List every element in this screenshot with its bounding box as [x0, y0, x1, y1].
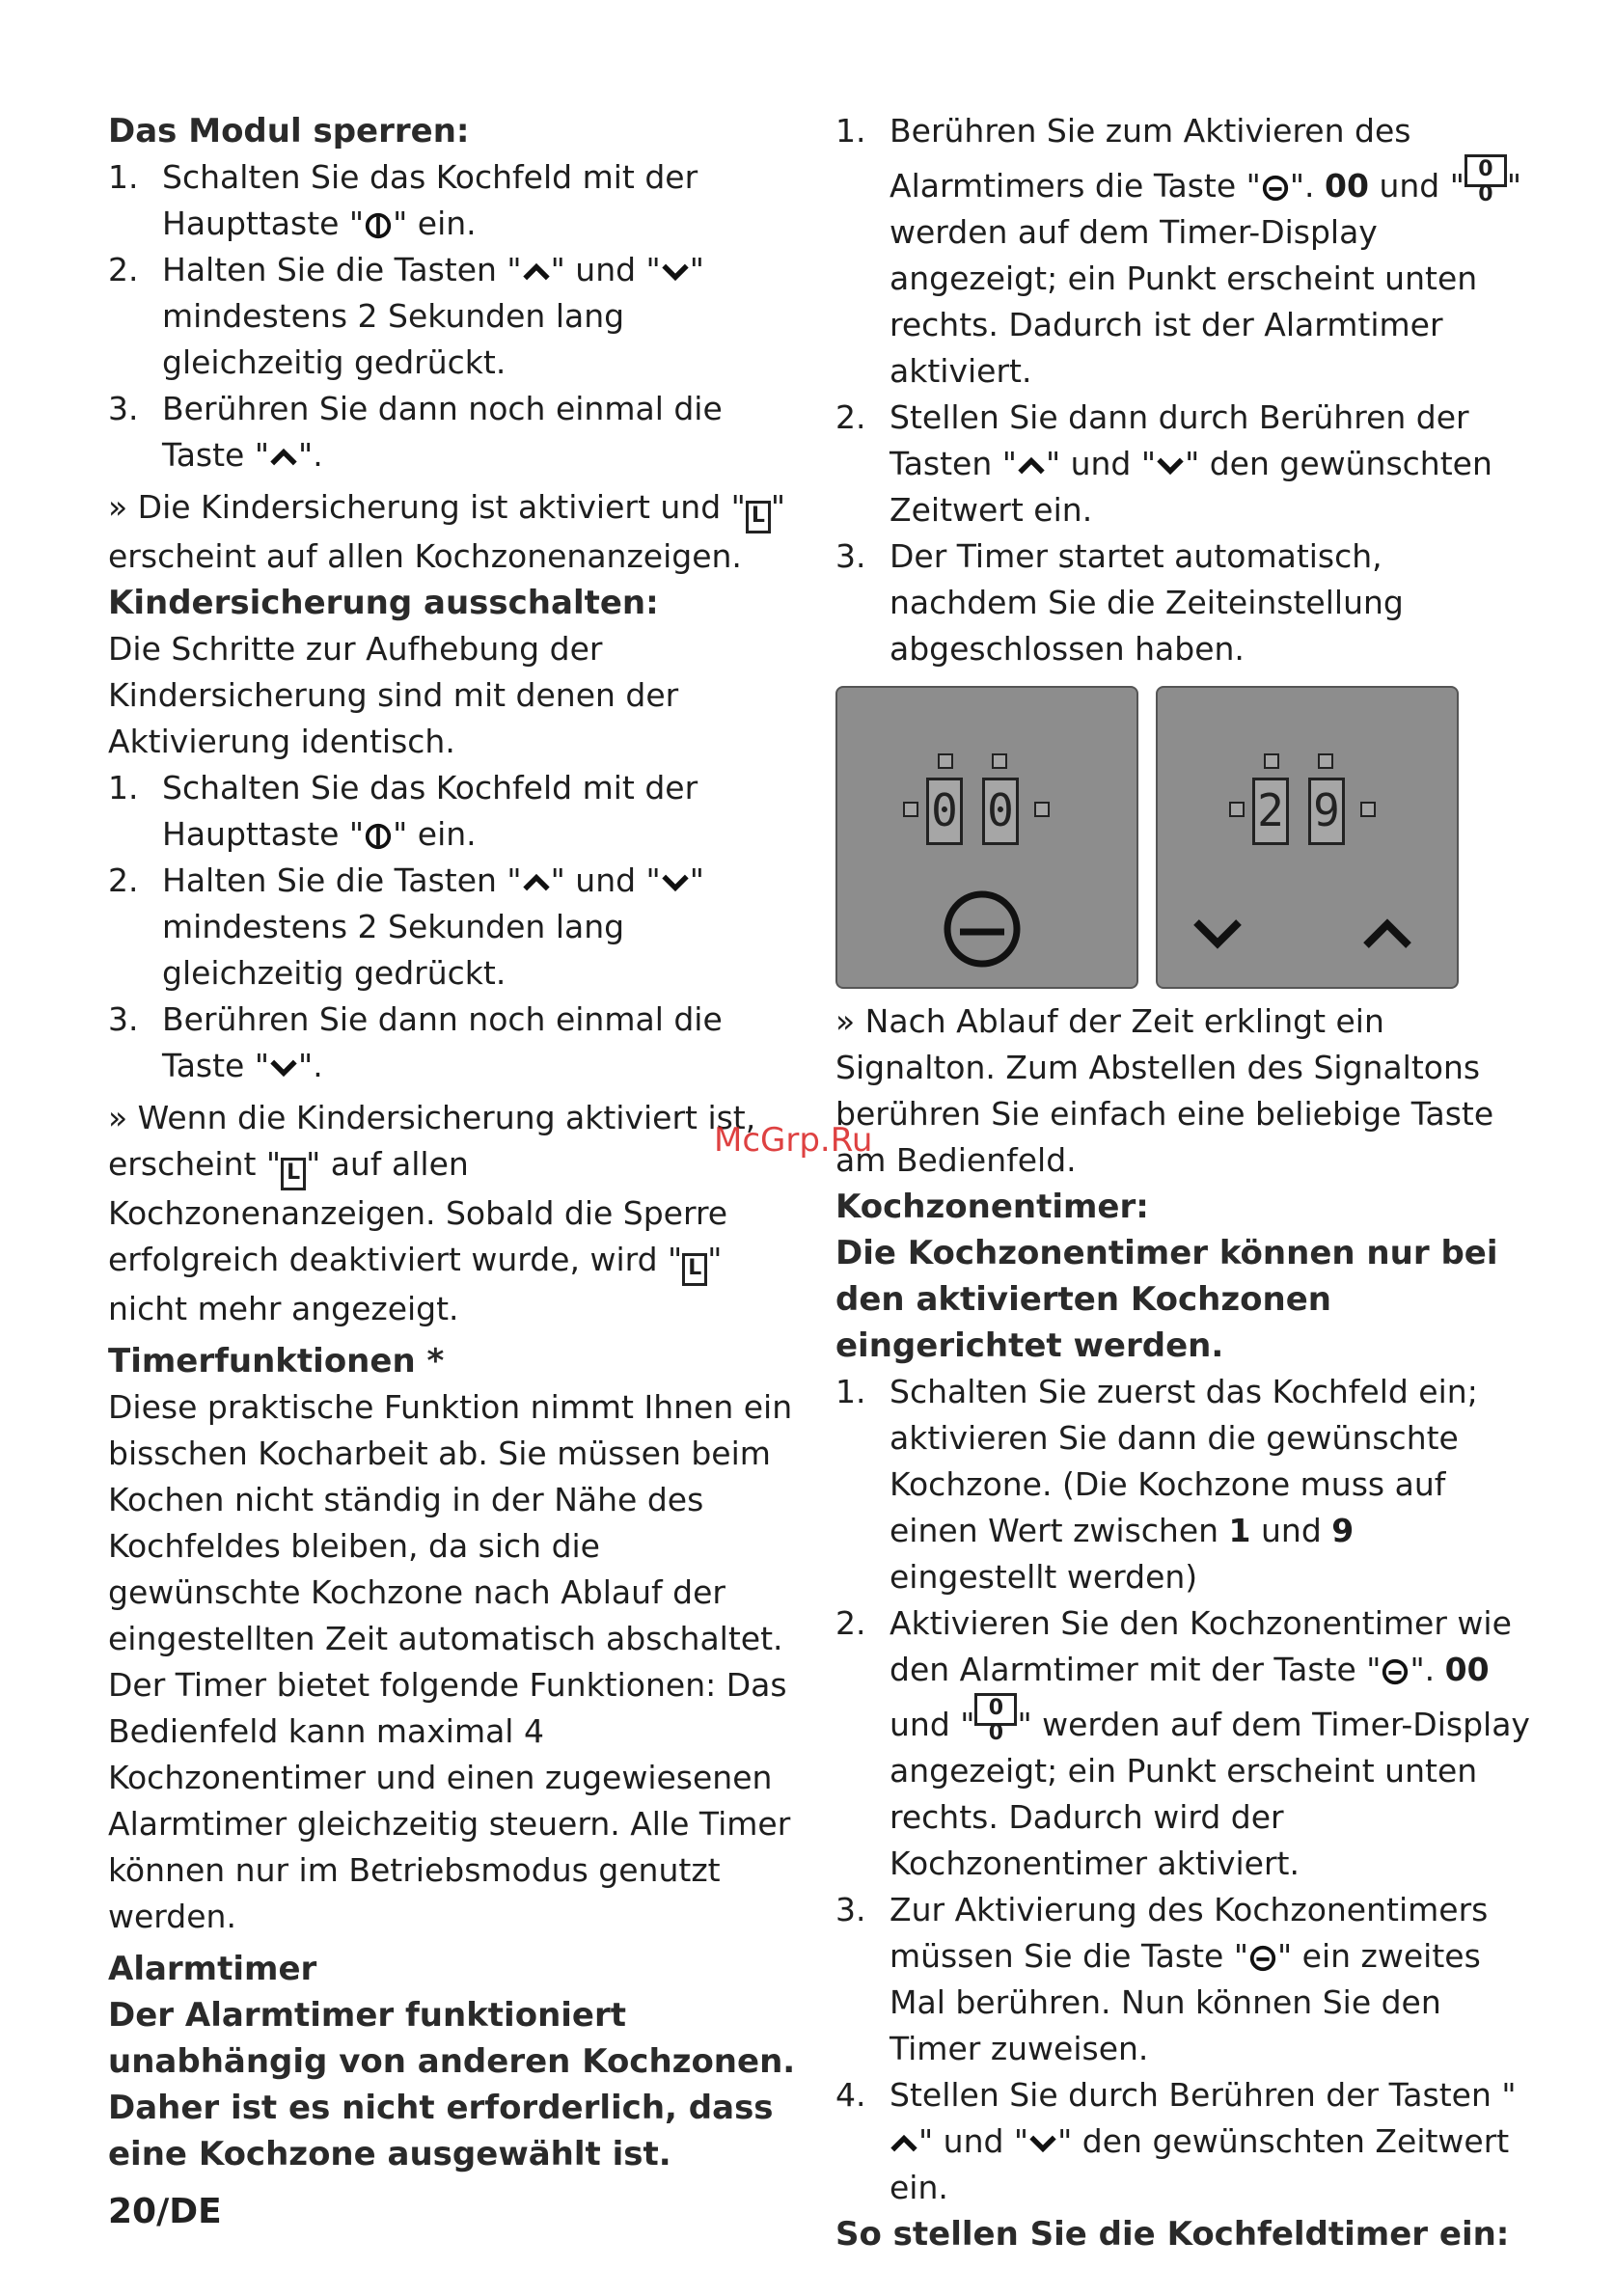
heading-kochfeldtimer: So stellen Sie die Kochfeldtimer ein: [835, 2215, 1510, 2254]
list-item: 2. Halten Sie die Tasten " " und " " mindestens 2 Sekunden lang gleichzeitig gedrückt. [108, 861, 704, 992]
list-item: 3. Berühren Sie dann noch einmal die Taste " ". [108, 1000, 723, 1084]
kochzonentimer-intro: Die Kochzonentimer können nur bei den aktivierten Kochzonen eingerichtet werden. [835, 1234, 1498, 1365]
list-item: 1. Schalten Sie das Kochfeld mit der Haupttaste " " ein. [108, 769, 698, 853]
display-digit: 0 [926, 778, 963, 845]
lock-display-icon: L [281, 1158, 306, 1190]
list-item: 4. Stellen Sie durch Berühren der Tasten "" und " " den gewünschten Zeitwert ein. [835, 2076, 1517, 2206]
chevron-down-icon [661, 261, 690, 283]
heading-kindersicherung-ausschalten: Kindersicherung ausschalten: [108, 584, 659, 622]
paragraph: Der Timer bietet folgende Funktionen: Das Bedienfeld kann maximal 4 Kochzonentimer und einen zugewiesenen Alarmtimer gleichzeitig steuern. Alle Timer können nur im Betriebsmodus genutzt werden. [108, 1666, 791, 1935]
display-digit: 0 [982, 778, 1019, 845]
chevron-up-icon [1360, 915, 1414, 953]
timer-icon [1261, 174, 1290, 203]
chevron-up-icon [1017, 455, 1046, 477]
list-item: 2. Aktivieren Sie den Kochzonentimer wie den Alarmtimer mit der Taste " ". 00 und " 0 0 " werden auf dem Timer-Display angezeigt; ein Punkt erscheint unten rechts. Dadurch wird der Kochzonentimer aktiviert. [835, 1604, 1530, 1882]
list-item: 1. Schalten Sie zuerst das Kochfeld ein; aktivieren Sie dann die gewünschte Kochzone. (Die Kochzone muss auf einen Wert zwischen 1 und 9 eingestellt werden) [835, 1373, 1478, 1596]
heading-modul-sperren: Das Modul sperren: [108, 112, 470, 150]
chevron-down-icon [1156, 455, 1185, 477]
heading-alarmtimer: Alarmtimer [108, 1950, 317, 1988]
note-kindersicherung-deaktiviert: » Wenn die Kindersicherung aktiviert ist, erscheint " L " auf allen Kochzonenanzeigen. Sobald die Sperre erfolgreich deaktiviert wurde, wird " L " nicht mehr angezeigt. [108, 1099, 756, 1327]
note-kindersicherung: » Die Kindersicherung ist aktiviert und " L " erscheint auf allen Kochzonenanzeigen. [108, 488, 786, 575]
right-column [835, 108, 1530, 2257]
power-icon [364, 822, 393, 851]
chevron-up-icon [269, 447, 298, 468]
list-item: 3. Der Timer startet automatisch, nachdem Sie die Zeiteinstellung abgeschlossen haben. [835, 537, 1404, 668]
note-signalton: » Nach Ablauf der Zeit erklingt ein Signalton. Zum Abstellen des Signaltons berühren Sie einfach eine beliebige Taste am Bedienfeld. [835, 1002, 1494, 1179]
timer-icon [939, 886, 1026, 972]
timer-display-icon: 0 0 [1464, 154, 1507, 187]
list-item: 2. Halten Sie die Tasten " " und " " mindestens 2 Sekunden lang gleichzeitig gedrückt. [108, 251, 704, 381]
paragraph: Die Schritte zur Aufhebung der Kindersicherung sind mit denen der Aktivierung identisch. [108, 630, 679, 760]
timer-icon [1381, 1657, 1410, 1686]
chevron-up-icon [890, 2133, 918, 2154]
alarmtimer-intro: Der Alarmtimer funktioniert unabhängig von anderen Kochzonen. Daher ist es nicht erforderlich, dass eine Kochzone ausgewählt ist. [108, 1996, 796, 2173]
list-item: 1. Schalten Sie das Kochfeld mit der Haupttaste " " ein. [108, 158, 698, 242]
heading-timerfunktionen: Timerfunktionen * [108, 1342, 445, 1380]
chevron-down-icon [1191, 915, 1245, 953]
heading-kochzonentimer: Kochzonentimer: [835, 1188, 1149, 1226]
alarm-timer-panel [835, 686, 1138, 989]
paragraph: Diese praktische Funktion nimmt Ihnen ein bisschen Kocharbeit ab. Sie müssen beim Kochen nicht ständig in der Nähe des Kochfeldes bleiben, da sich die gewünschte Kochzone nach Ablauf der eingestellten Zeit automatisch abschaltet. [108, 1388, 793, 1657]
watermark: McGrp.Ru [714, 1121, 873, 1160]
chevron-down-icon [269, 1057, 298, 1079]
chevron-down-icon [1028, 2133, 1057, 2154]
set-timer-panel [1156, 686, 1459, 989]
lock-display-icon: L [746, 501, 771, 533]
power-icon [364, 211, 393, 240]
chevron-up-icon [522, 261, 551, 283]
timer-icon [1248, 1944, 1277, 1973]
chevron-down-icon [661, 872, 690, 893]
chevron-up-icon [522, 872, 551, 893]
display-digit: 2 [1252, 778, 1289, 845]
timer-panel-illustration [835, 686, 1530, 989]
lock-display-icon: L [682, 1253, 707, 1286]
list-item: 3. Berühren Sie dann noch einmal die Taste " ". [108, 390, 723, 474]
list-item: 3. Zur Aktivierung des Kochzonentimers müssen Sie die Taste " " ein zweites Mal berühren. Nun können Sie den Timer zuweisen. [835, 1891, 1489, 2067]
left-column [108, 108, 798, 2177]
page-number: 20/DE [108, 2192, 222, 2231]
list-item: 2. Stellen Sie dann durch Berühren der Tasten " " und " " den gewünschten Zeitwert ein. [835, 398, 1492, 529]
list-item: 1. Berühren Sie zum Aktivieren des Alarmtimers die Taste " ". 00 und " 0 0 " werden auf dem Timer-Display angezeigt; ein Punkt erscheint unten rechts. Dadurch ist der Alarmtimer aktiviert. [835, 112, 1522, 390]
timer-display-icon: 0 0 [974, 1693, 1017, 1726]
display-digit: 9 [1308, 778, 1345, 845]
